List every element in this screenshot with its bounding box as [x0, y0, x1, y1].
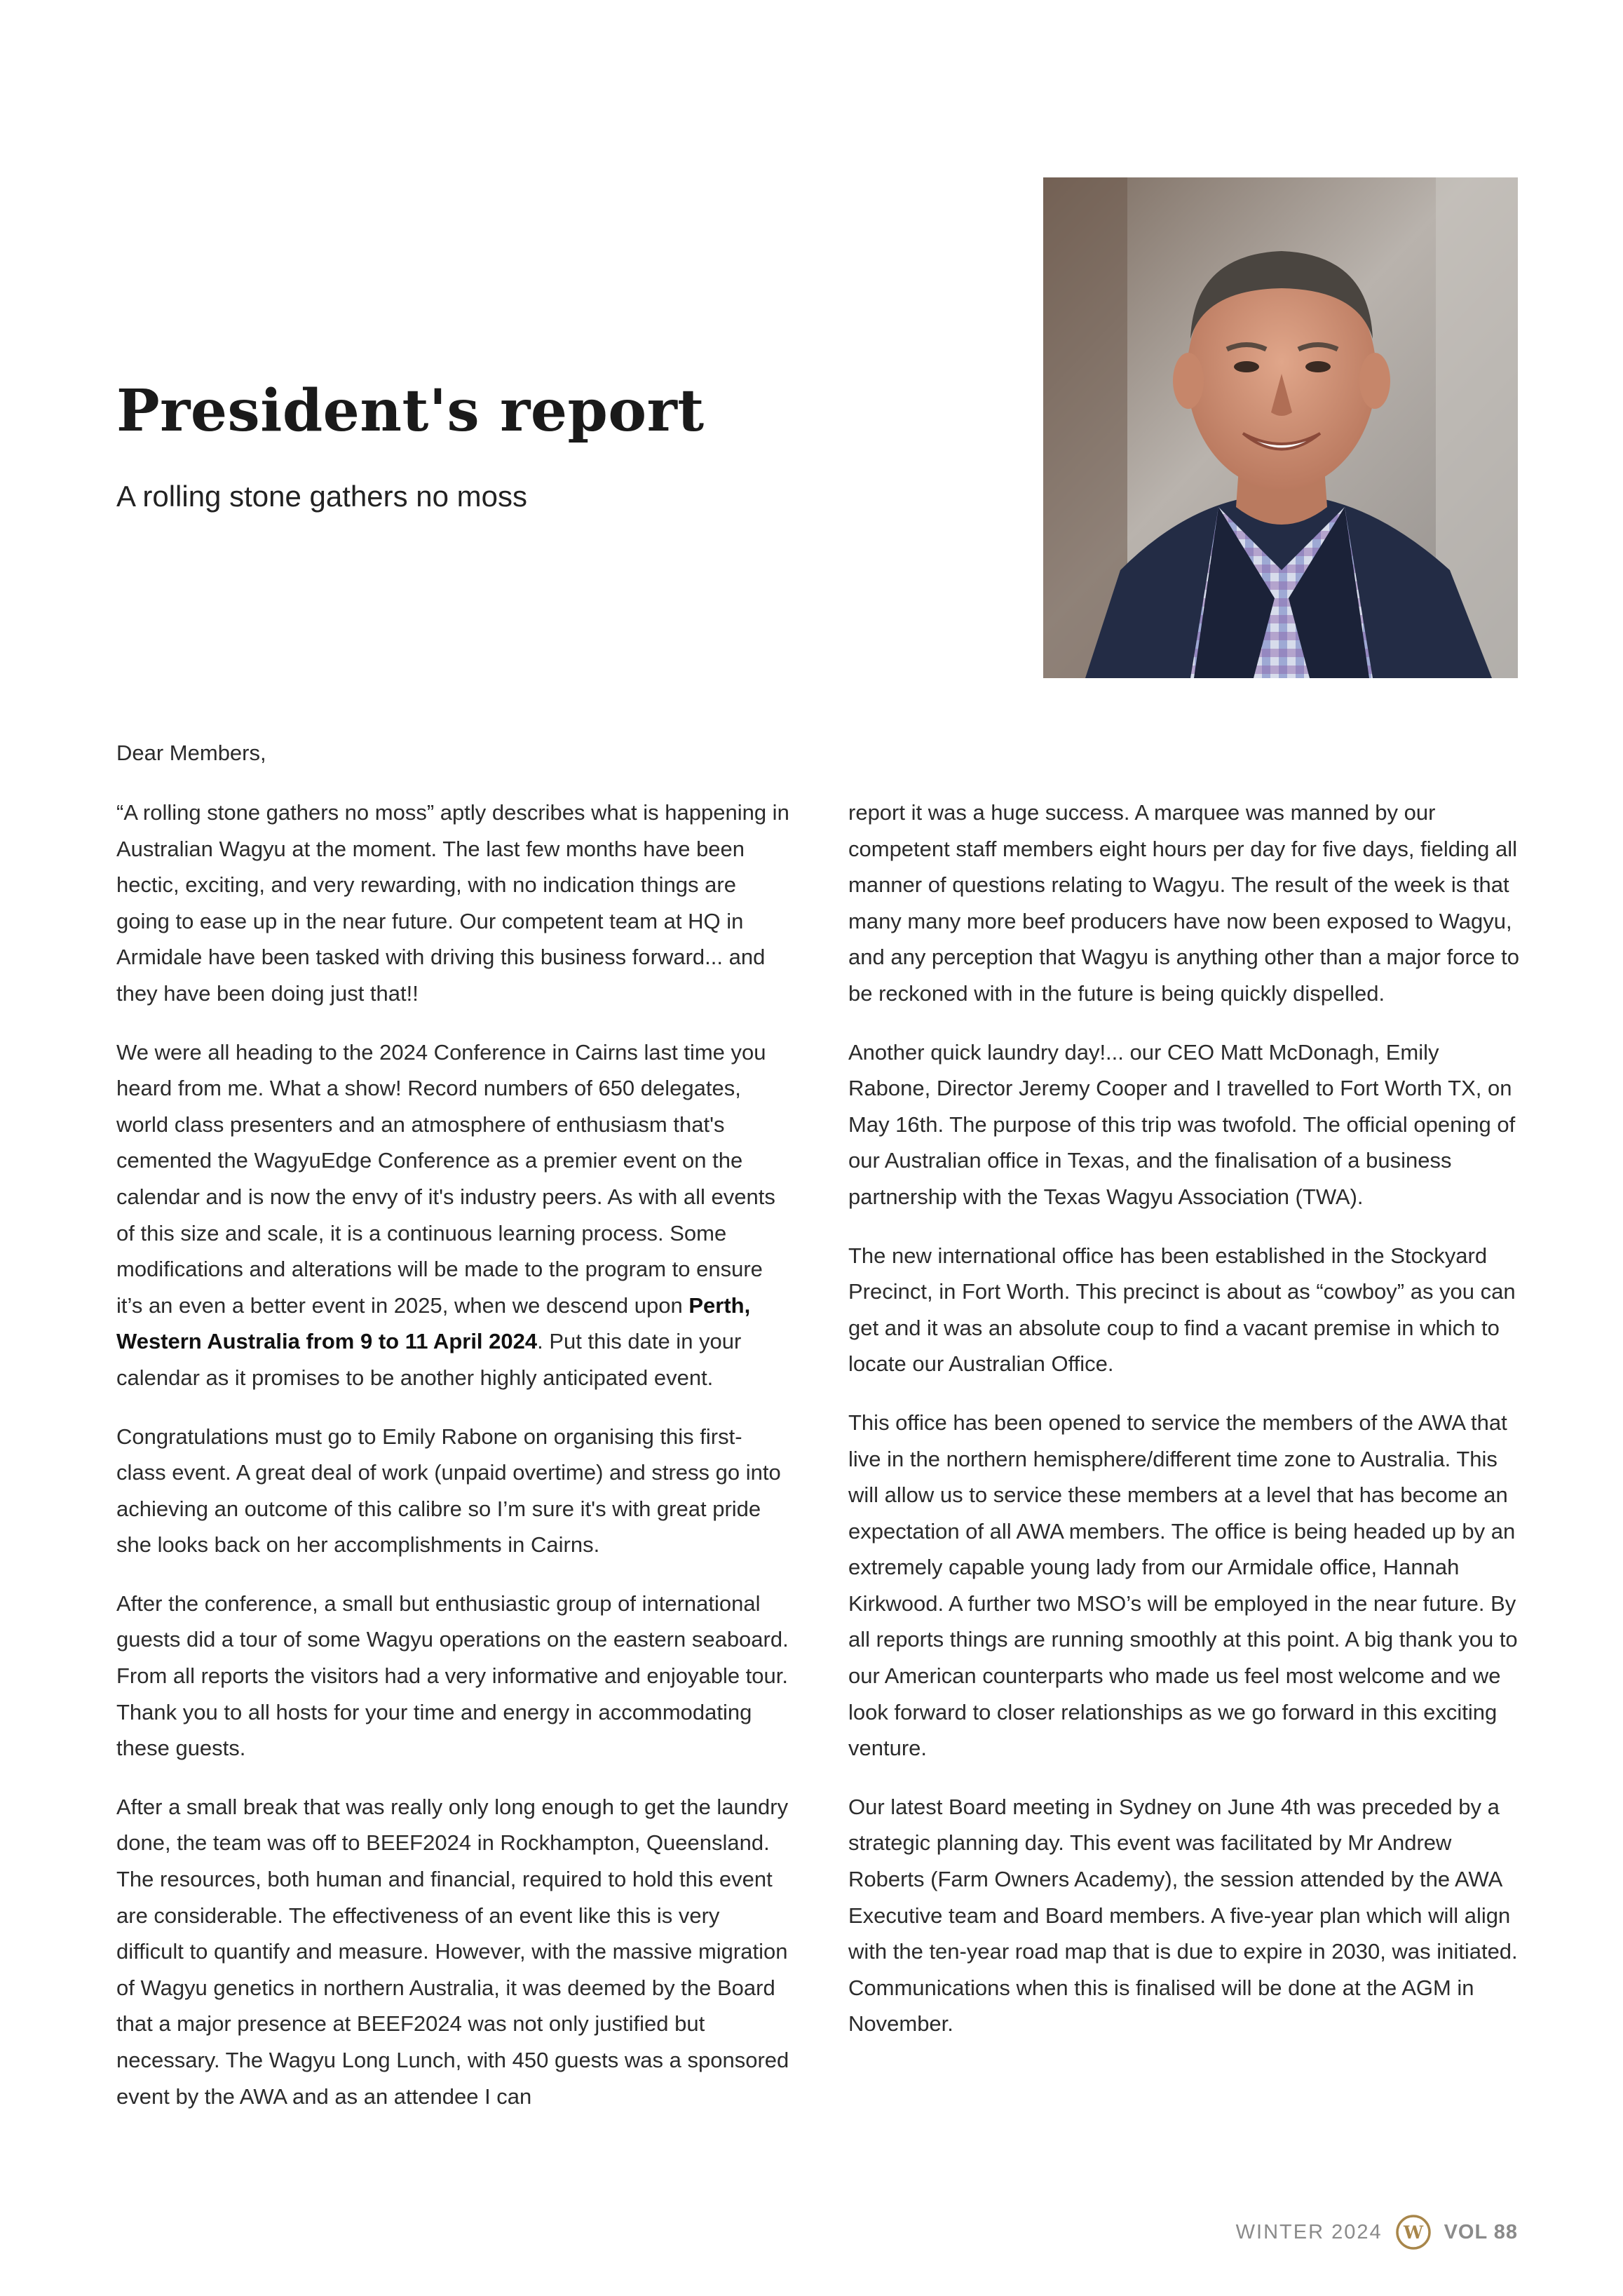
paragraph-text: We were all heading to the 2024 Conference in Cairns last time you heard from me. What a show! Record numbers of 650 delegates, world class presenters and an atmosphere of enthusiasm that's cemented the WagyuEdge Conference as a premier event on the calendar and is now the envy of it's industry peers. As with all events of this size and scale, it is a continuous learning process. Some modifications and alterations will be made to the program to ensure it’s an even a better event in 2025, when we descend upon [116, 1039, 775, 1318]
w-circle-logo-icon [1395, 2214, 1432, 2250]
portrait-photo [1043, 177, 1518, 678]
issue-volume: VOL 88 [1444, 2220, 1518, 2243]
paragraph: After a small break that was really only long enough to get the laundry done, the team was off to BEEF2024 in Rockhampton, Queensland. The resources, both human and financial, required to hold this event are considerable. The effectiveness of an event like this is very difficult to quantify and measure. However, with the massive migration of Wagyu genetics in northern Australia, it was deemed by the Board that a major presence at BEEF2024 was not only justified but necessary. The Wagyu Long Lunch, with 450 guests was a sponsored event by the AWA and as an attendee I can [116, 1794, 789, 2109]
page-footer [1236, 2213, 1518, 2251]
paragraph: Another quick laundry day!... our CEO Matt McDonagh, Emily Rabone, Director Jeremy Cooper and I travelled to Fort Worth TX, on May 16th. The purpose of this trip was twofold. The official opening of our Australian office in Texas, and the finalisation of a business partnership with the Texas Wagyu Association (TWA). [848, 1039, 1516, 1209]
paragraph: After the conference, a small but enthusiastic group of international guests did a tour of some Wagyu operations on the eastern seaboard. From all reports the visitors had a very informative and enjoyable tour. Thank you to all hosts for your time and energy in accommodating these guests. [116, 1591, 789, 1761]
paragraph: The new international office has been established in the Stockyard Precinct, in Fort Worth. This precinct is about as “cowboy” as you can get and it was an absolute coup to find a vacant premise in which to locate our Australian Office. [848, 1243, 1516, 1377]
paragraph-conference [116, 1034, 789, 1396]
event-date-highlight: Perth, Western Australia from 9 to 11 April 2024 [116, 1292, 751, 1354]
issue-season: WINTER 2024 [1235, 2220, 1383, 2243]
salutation: Dear Members, [116, 741, 266, 765]
page-title: President's report [116, 377, 705, 445]
paragraph: Congratulations must go to Emily Rabone on organising this first-class event. A great deal of work (unpaid overtime) and stress go into achieving an outcome of this calibre so I’m sure it's with great pride she looks back on her accomplishments in Cairns. [116, 1424, 781, 1558]
page-subtitle: A rolling stone gathers no moss [116, 480, 527, 513]
logo-letter: W [1403, 2222, 1423, 2243]
paragraph: This office has been opened to service the members of the AWA that live in the northern hemisphere/different time zone to Australia. This will allow us to service these members at a level that has become an expectation of all AWA members. The office is being headed up by an extremely capable young lady from our Armidale office, Hannah Kirkwood. A further two MSO’s will be employed in the near future. By all reports things are running smoothly at this point. A big thank you to our American counterparts who made us feel most welcome and we look forward to closer relationships as we go forward in this exciting venture. [848, 1410, 1518, 1761]
paragraph-text: . Put this date in your calendar as it promises to be another highly anticipated event. [116, 1329, 742, 1390]
portrait-illustration [1043, 177, 1518, 678]
right-column [848, 795, 1521, 2065]
paragraph: “A rolling stone gathers no moss” aptly describes what is happening in Australian Wagyu at the moment. The last few months have been hectic, exciting, and very rewarding, with no indication things are going to ease up in the near future. Our competent team at HQ in Armidale have been tasked with driving this business forward... and they have been doing just that!! [116, 800, 789, 1006]
paragraph: Our latest Board meeting in Sydney on June 4th was preceded by a strategic planning day. This event was facilitated by Mr Andrew Roberts (Farm Owners Academy), the session attended by the AWA Executive team and Board members. A five-year plan which will align with the ten-year road map that is due to expire in 2030, was initiated. Communications when this is finalised will be done at the AGM in November. [848, 1794, 1518, 2037]
paragraph: report it was a huge success. A marquee was manned by our competent staff members eight hours per day for five days, fielding all manner of questions relating to Wagyu. The result of the week is that many many more beef producers have now been exposed to Wagyu, and any perception that Wagyu is anything other than a major force to be reckoned with in the future is being quickly dispelled. [848, 800, 1519, 1006]
left-column [116, 795, 789, 2137]
